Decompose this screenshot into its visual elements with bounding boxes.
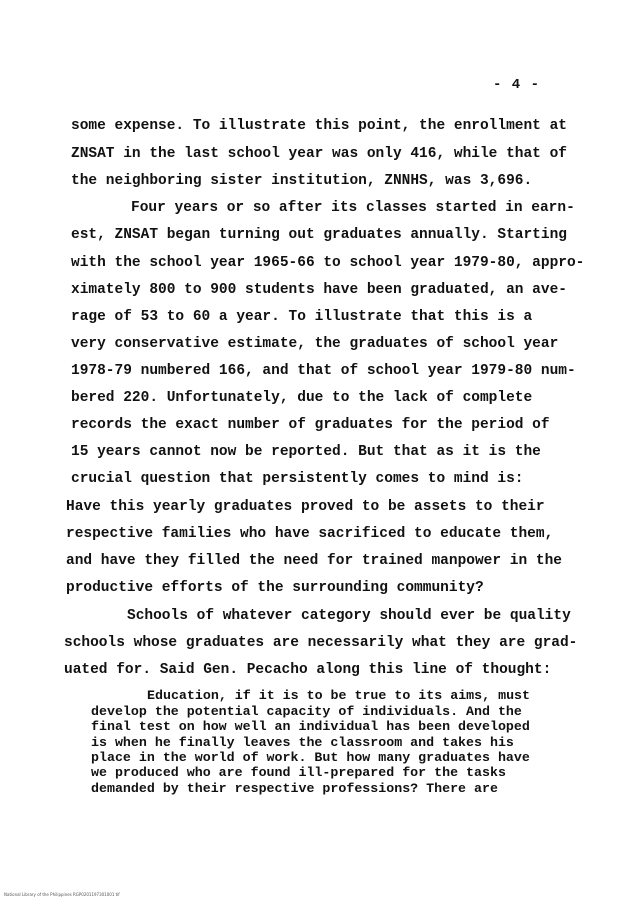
block-quote-line: develop the potential capacity of individuals. And the <box>91 704 522 719</box>
text-line: records the exact number of graduates for the period of <box>71 417 550 433</box>
block-quote-line: final test on how well an individual has been developed <box>91 719 530 734</box>
text-line: ZNSAT in the last school year was only 416, while that of <box>71 146 567 162</box>
text-line: the neighboring sister institution, ZNNHS, was 3,696. <box>71 173 533 189</box>
text-line: ximately 800 to 900 students have been graduated, an ave- <box>71 282 567 298</box>
text-line: very conservative estimate, the graduates of school year <box>71 336 559 352</box>
text-line: and have they filled the need for trained manpower in the <box>66 553 562 569</box>
text-line: some expense. To illustrate this point, the enrollment at <box>71 118 567 134</box>
text-line: rage of 53 to 60 a year. To illustrate that this is a <box>71 309 533 325</box>
scan-footer: National Library of the Philippines RGP0201197301001 tif <box>4 892 120 897</box>
block-quote-line: is when he finally leaves the classroom and takes his <box>91 735 514 750</box>
block-quote-line: we produced who are found ill-prepared for the tasks <box>91 765 506 780</box>
text-line: productive efforts of the surrounding community? <box>66 580 484 596</box>
block-quote-line: Education, if it is to be true to its aims, must <box>147 688 531 703</box>
page-number: - 4 - <box>492 77 540 93</box>
text-line: crucial question that persistently comes to mind is: <box>71 471 524 487</box>
text-line: respective families who have sacrificed to educate them, <box>66 526 554 542</box>
paragraph-first-line: Four years or so after its classes started in earn- <box>131 200 575 216</box>
text-line: 15 years cannot now be reported. But that as it is the <box>71 444 541 460</box>
text-line: Have this yearly graduates proved to be assets to their <box>66 499 545 515</box>
paragraph-first-line: Schools of whatever category should ever be quality <box>127 608 571 624</box>
block-quote-line: place in the world of work. But how many graduates have <box>91 750 530 765</box>
text-line: uated for. Said Gen. Pecacho along this line of thought: <box>64 662 552 678</box>
text-line: 1978-79 numbered 166, and that of school year 1979-80 num- <box>71 363 576 379</box>
text-line: schools whose graduates are necessarily what they are grad- <box>64 635 578 651</box>
text-line: est, ZNSAT began turning out graduates annually. Starting <box>71 227 567 243</box>
text-line: bered 220. Unfortunately, due to the lack of complete <box>71 390 533 406</box>
block-quote-line: demanded by their respective professions? There are <box>91 781 498 796</box>
text-line: with the school year 1965-66 to school year 1979-80, appro- <box>71 255 585 271</box>
